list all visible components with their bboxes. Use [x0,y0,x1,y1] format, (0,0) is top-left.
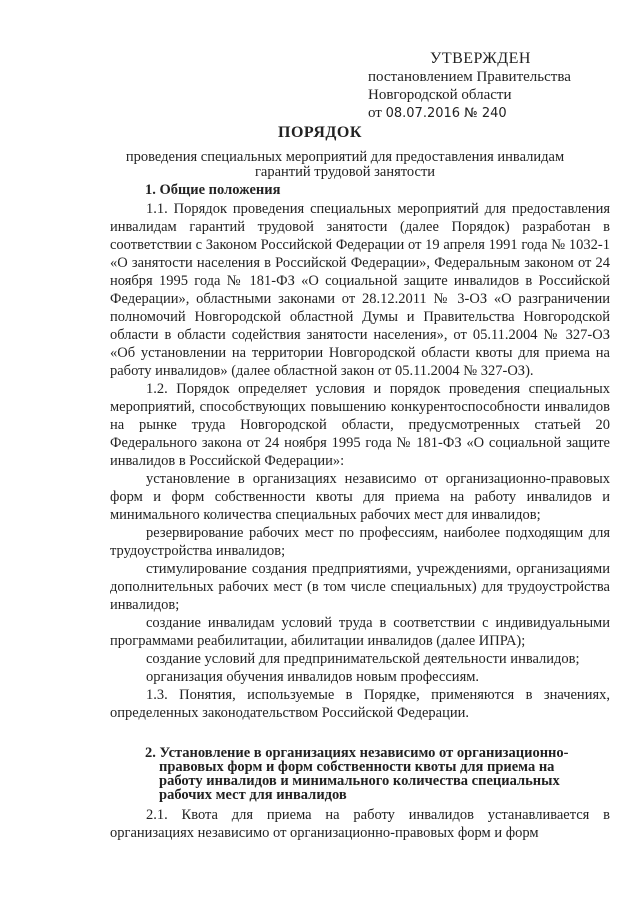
section-2-heading [145,746,595,802]
list-item: резервирование рабочих мест по профессиям, наиболее подходящим для трудоустройства инвалидов; [110,525,610,559]
approval-line-2: Новгородской области [368,87,512,103]
paragraph-2-1: 2.1. Квота для приема на работу инвалидов устанавливается в организациях независимо от организационно-правовых форм и форм [110,807,610,841]
list-item: создание условий для предпринимательской деятельности инвалидов; [146,651,580,667]
section-1-body [110,200,610,722]
section-2-body [110,806,610,842]
list-item: организация обучения инвалидов новым профессиям. [146,669,480,685]
approval-title: УТВЕРЖДЕН [430,50,531,67]
section-2-heading-line: 2. Установление в организациях независимо от организационно- [145,745,569,761]
approval-date: 08.07.2016 № 240 [385,106,507,121]
document-subtitle: проведения специальных мероприятий для предоставления инвалидам гарантий трудовой занятости [125,149,565,180]
list-item: установление в организациях независимо от организационно-правовых форм и форм собственности квоты для приема на работу инвалидов и минимального количества специальных рабочих мест для инвалидов; [110,471,610,523]
document-title: ПОРЯДОК [278,124,362,141]
list-item: создание инвалидам условий труда в соответствии с индивидуальными программами реабилитации, абилитации инвалидов (далее ИПРА); [110,615,610,649]
approval-date-line [368,104,618,123]
paragraph-1-1: 1.1. Порядок проведения специальных мероприятий для предоставления инвалидам гарантий трудовой занятости (далее Порядок) разработан в соответствии с Законом Российской Федерации от 19 апреля 1991 года № 1032-1 «О занятости населения в Российской Федерации», Федеральным законом от 24 ноября 1995 года № 181-ФЗ «О социальной защите инвалидов в Российской Федерации», областными законами от 28.12.2011 № 3-ОЗ «О разграничении полномочий Новгородской областной Думы и Правительства Новгородской области в области содействия занятости населения», от 05.11.2004 № 327-ОЗ «Об установлении на территории Новгородской области квоты для приема на работу инвалидов» (далее областной закон от 05.11.2004 № 327-ОЗ). [110,201,610,379]
paragraph-1-3: 1.3. Понятия, используемые в Порядке, применяются в значениях, определенных законодательством Российской Федерации. [110,687,610,721]
approval-stamp [368,50,618,123]
section-2-heading-line: правовых форм и форм собственности квоты для приема на [159,759,555,775]
section-2-heading-line: рабочих мест для инвалидов [159,787,347,803]
paragraph-1-2: 1.2. Порядок определяет условия и порядок проведения специальных мероприятий, способствующих повышению конкурентоспособности инвалидов на рынке труда Новгородской области, предусмотренных статьей 20 Федерального закона от 24 ноября 1995 года № 181-ФЗ «О социальной защите инвалидов в Российской Федерации»: [110,381,610,469]
list-item: стимулирование создания предприятиями, учреждениями, организациями дополнительных рабочих мест (в том числе специальных) для трудоустройства инвалидов; [110,561,610,613]
section-1-heading: 1. Общие положения [145,182,281,198]
approval-date-prefix: от [368,105,382,121]
section-2-heading-line: работу инвалидов и минимального количества специальных [159,773,560,789]
approval-line-1: постановлением Правительства [368,69,571,85]
